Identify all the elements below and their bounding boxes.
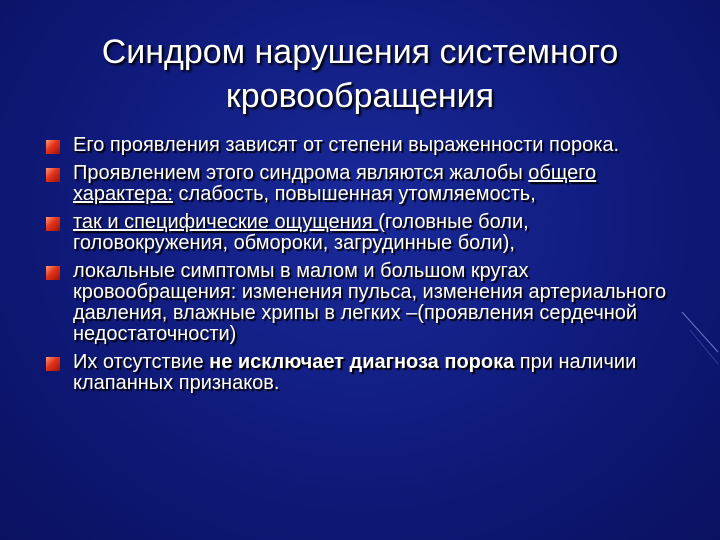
underlined-phrase: так и специфические ощущения — [73, 211, 379, 233]
bullet-item-2 — [46, 163, 676, 205]
bullet-text-plain: Его проявления зависят от степени выраженности порока. — [73, 134, 620, 156]
bullet-item-5 — [46, 352, 676, 394]
bullet-square-icon — [46, 357, 60, 371]
title-line-1: Синдром нарушения системного — [101, 33, 619, 71]
bullet-text-after: слабость, повышенная утомляемость, — [172, 183, 536, 205]
title-line-2: кровообращения — [225, 77, 495, 115]
bold-phrase: не исключает диагноза порока — [209, 351, 515, 373]
bullet-square-icon — [46, 217, 60, 231]
bullet-text — [73, 212, 676, 254]
bullet-text-plain: локальные симптомы в малом и большом кругах кровообращения: изменения пульса, изменения артериального давления, влажные хрипы в легких –(проявления сердечной недостаточности) — [73, 260, 667, 345]
bullet-text-after: при наличии клапанных признаков. — [73, 351, 637, 394]
bullet-text — [73, 135, 676, 156]
bullet-square-icon — [46, 140, 60, 154]
bullet-item-3 — [46, 212, 676, 254]
decorative-light-streak — [680, 310, 720, 370]
bullet-text-after: (головные боли, головокружения, обмороки, загрудинные боли), — [73, 211, 529, 254]
underlined-phrase: общего характера: — [73, 162, 597, 205]
bullet-text — [73, 352, 676, 394]
bullet-item-1 — [46, 135, 676, 156]
bullet-text-plain: Проявлением этого синдрома являются жалобы — [73, 162, 529, 184]
bullet-item-4 — [46, 261, 676, 345]
slide-title — [40, 30, 680, 118]
bullet-text — [73, 163, 676, 205]
bullet-text — [73, 261, 676, 345]
bullet-square-icon — [46, 168, 60, 182]
bullet-list — [46, 135, 676, 401]
bullet-square-icon — [46, 266, 60, 280]
bullet-text-before: Их отсутствие — [73, 351, 210, 373]
